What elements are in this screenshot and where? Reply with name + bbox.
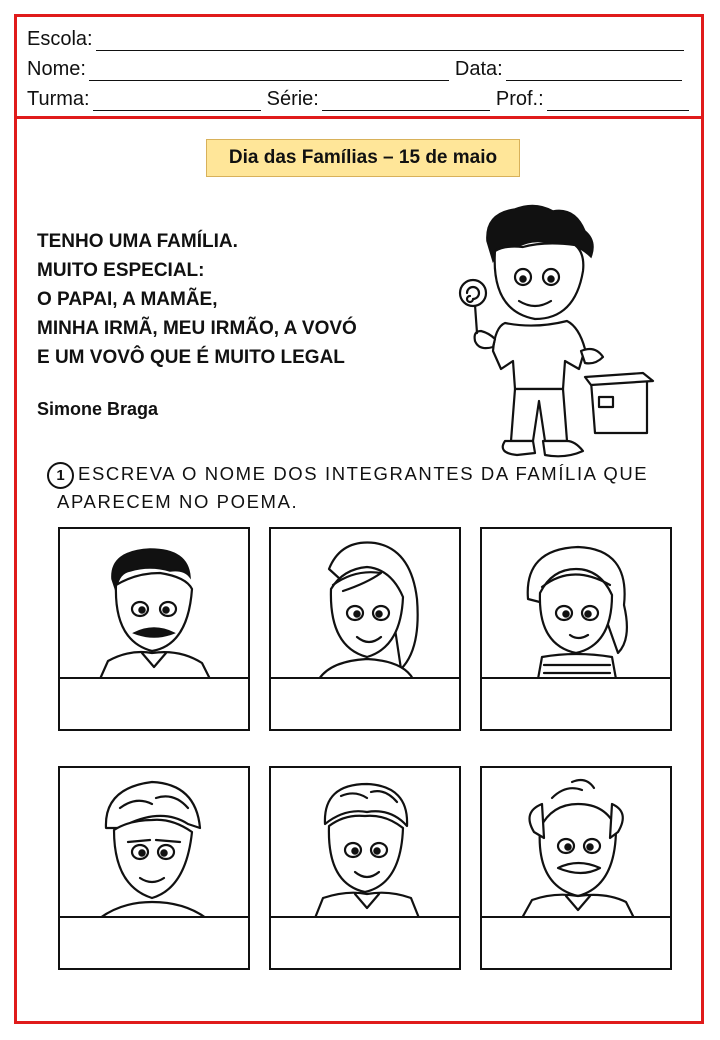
question-text-line1: ESCREVA O NOME DOS INTEGRANTES DA FAMÍLIA QUE xyxy=(78,463,649,484)
poem-line: MUITO ESPECIAL: xyxy=(37,260,205,281)
sister-card xyxy=(480,527,672,731)
grandmother-card xyxy=(58,766,250,970)
answer-box[interactable] xyxy=(60,677,248,729)
question-text-line2: APARECEM NO POEMA. xyxy=(57,491,299,512)
mother-illustration xyxy=(271,529,459,679)
poem-line: E UM VOVÔ QUE É MUITO LEGAL xyxy=(37,347,345,368)
father-illustration xyxy=(60,529,248,679)
boy-with-lollipop-illustration xyxy=(435,201,655,463)
answer-box[interactable] xyxy=(271,916,459,968)
question-number-badge: 1 xyxy=(47,462,74,489)
nome-label: Nome: xyxy=(27,58,86,80)
escola-label: Escola: xyxy=(27,28,93,50)
mother-card xyxy=(269,527,461,731)
serie-field[interactable] xyxy=(322,92,490,111)
question-1 xyxy=(47,461,687,515)
escola-field[interactable] xyxy=(96,32,684,51)
answer-box[interactable] xyxy=(482,916,670,968)
turma-field[interactable] xyxy=(93,92,261,111)
poem-line: TENHO UMA FAMÍLIA. xyxy=(37,231,238,252)
answer-box[interactable] xyxy=(271,677,459,729)
prof-label: Prof.: xyxy=(495,88,544,110)
father-card xyxy=(58,527,250,731)
nome-row xyxy=(27,55,691,81)
grandfather-illustration xyxy=(482,768,670,918)
brother-card xyxy=(269,766,461,970)
data-label: Data: xyxy=(454,58,503,80)
prof-field[interactable] xyxy=(547,92,689,111)
brother-illustration xyxy=(271,768,459,918)
answer-box[interactable] xyxy=(60,916,248,968)
nome-field[interactable] xyxy=(89,62,449,81)
poem-author: Simone Braga xyxy=(37,399,159,419)
poem-line: O PAPAI, A MAMÃE, xyxy=(37,289,218,310)
page-title: Dia das Famílias – 15 de maio xyxy=(206,139,520,177)
answer-box[interactable] xyxy=(482,677,670,729)
turma-row xyxy=(27,85,691,111)
turma-label: Turma: xyxy=(27,88,90,110)
data-field[interactable] xyxy=(506,62,682,81)
worksheet-frame xyxy=(14,14,704,1024)
student-info-header xyxy=(17,17,701,119)
serie-label: Série: xyxy=(266,88,319,110)
grandfather-card xyxy=(480,766,672,970)
sister-illustration xyxy=(482,529,670,679)
poem-line: MINHA IRMÃ, MEU IRMÃO, A VOVÓ xyxy=(37,318,357,339)
poem-text xyxy=(37,227,357,372)
escola-row xyxy=(27,25,691,51)
grandmother-illustration xyxy=(60,768,248,918)
